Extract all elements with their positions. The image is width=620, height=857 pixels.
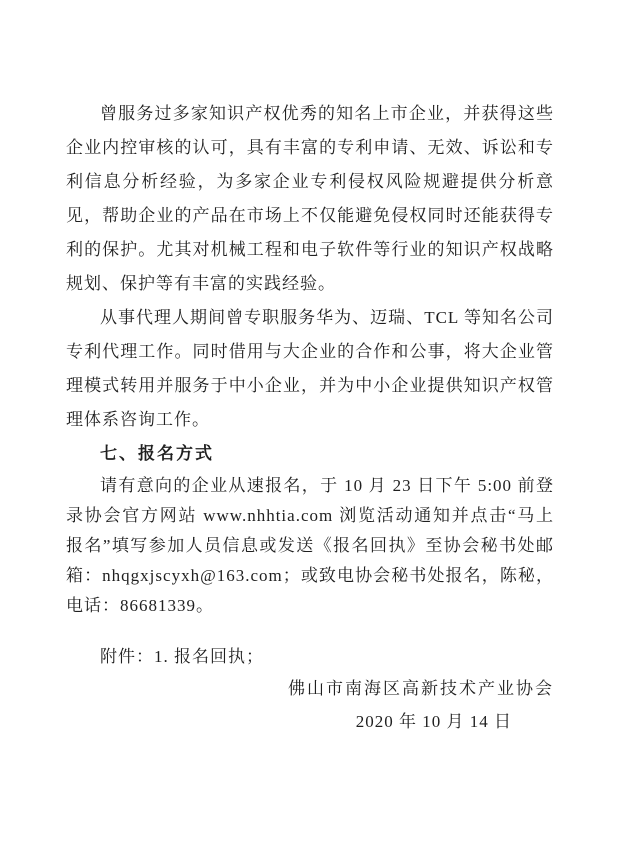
signature-line: 佛山市南海区高新技术产业协会: [288, 679, 554, 698]
paragraph-registration: 请有意向的企业从速报名，于 10 月 23 日下午 5:00 前登录协会官方网站 www.nhhtia.com 浏览活动通知并点击“马上报名”填写参加人员信息或发送《报名回执》至协会秘书处邮箱：nhqgxjscyxh@163.com；或致电协会秘书处报名，陈秘，电话：86681339。: [66, 476, 554, 615]
section-heading-registration-method: 七、报名方式: [100, 444, 214, 463]
attachment-line: 附件：1. 报名回执；: [100, 647, 264, 666]
document-content: [66, 97, 554, 738]
paragraph-experience: 曾服务过多家知识产权优秀的知名上市企业，并获得这些企业内控审核的认可，具有丰富的专利申请、无效、诉讼和专利信息分析经验，为多家企业专利侵权风险规避提供分析意见，帮助企业的产品在市场上不仅能避免侵权同时还能获得专利的保护。尤其对机械工程和电子软件等行业的知识产权战略规划、保护等有丰富的实践经验。: [66, 104, 554, 293]
paragraph-agency: 从事代理人期间曾专职服务华为、迈瑞、TCL 等知名公司专利代理工作。同时借用与大企业的合作和公事，将大企业管理模式转用并服务于中小企业，并为中小企业提供知识产权管理体系咨询工作。: [66, 308, 554, 429]
date-line: 2020 年 10 月 14 日: [355, 712, 512, 731]
